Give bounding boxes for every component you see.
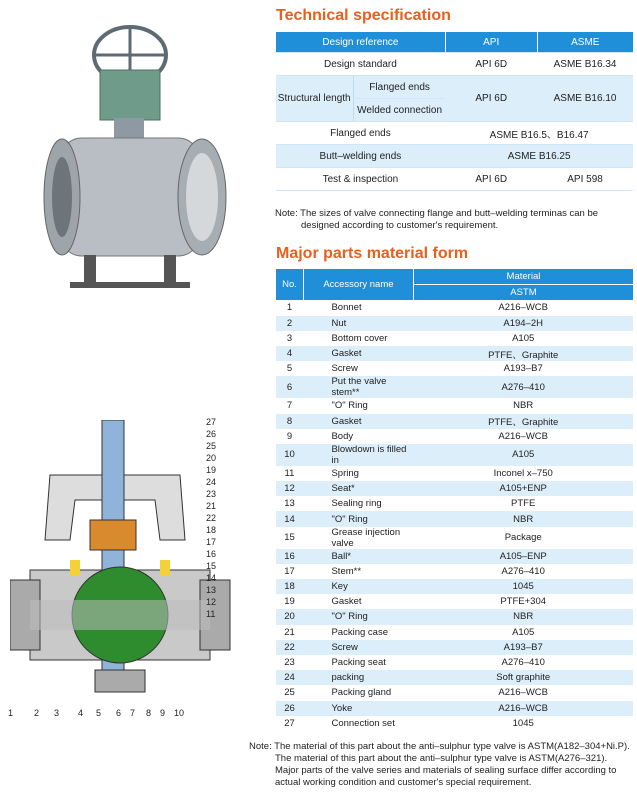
spec-header-api: API: [445, 32, 537, 53]
spec-structural-length-api: API 6D: [445, 76, 537, 122]
parts-row: [276, 466, 634, 481]
spec-table: [275, 32, 633, 191]
spec-test-label: Test & inspection: [276, 168, 446, 191]
parts-row-no: 9: [286, 430, 293, 442]
callout-label: 7: [130, 708, 136, 718]
parts-row-no: 5: [286, 363, 293, 375]
parts-row-name: Blowdown is filled in: [303, 444, 413, 466]
parts-row: [276, 444, 634, 466]
parts-row-material: A276–410: [501, 657, 545, 669]
callout-label: 27: [206, 417, 217, 427]
parts-row-no: 3: [286, 332, 293, 344]
callout-label: 16: [206, 549, 217, 559]
callout-label: 24: [206, 477, 217, 487]
parts-row-material: A105: [512, 626, 535, 638]
parts-row-material: 1045: [512, 717, 534, 729]
parts-row: [276, 670, 634, 685]
parts-row-no: 6: [276, 376, 304, 398]
parts-row-no: 19: [284, 596, 295, 608]
parts-row-no: 12: [276, 481, 304, 496]
parts-row-no: 17: [284, 565, 295, 577]
valve-photo: [30, 20, 240, 290]
parts-row-name: Gasket: [303, 414, 413, 429]
callout-label: 11: [206, 609, 216, 619]
spec-butt-welding-value: ASME B16.25: [445, 145, 633, 168]
callout-label: 2: [34, 708, 40, 718]
parts-row-name: Sealing ring: [331, 498, 382, 510]
parts-row-name: "O" Ring: [331, 400, 368, 412]
parts-row-name: "O" Ring: [303, 609, 413, 624]
callout-label: 10: [174, 708, 185, 718]
parts-row-material: PTFE、Graphite: [413, 414, 633, 429]
spec-flanged-ends-sub: Flanged ends: [353, 76, 445, 99]
parts-row-material: A216–WCB: [498, 687, 549, 699]
callout-label: 13: [206, 585, 217, 595]
parts-row-material: A216–WCB: [498, 302, 549, 314]
parts-row-no: 7: [286, 400, 293, 412]
parts-row-material: PTFE: [511, 498, 536, 510]
parts-row-no: 16: [276, 549, 304, 564]
spec-structural-length-label: Structural length: [276, 76, 354, 122]
parts-title: Major parts material form: [276, 245, 469, 262]
parts-row: [276, 685, 634, 700]
parts-note-line: The material of this part about the anti–sulphur type valve is ASTM(A276–321).: [275, 753, 608, 764]
parts-row: [276, 376, 634, 398]
parts-row-name: Grease injection valve: [331, 526, 401, 549]
callout-label: 3: [54, 708, 60, 718]
callout-label: 21: [206, 501, 217, 511]
parts-row-name: Packing seat: [331, 657, 386, 669]
parts-row: [276, 640, 634, 655]
parts-header-material: Material: [413, 269, 633, 285]
parts-row-name: Key: [303, 579, 413, 594]
spec-design-standard-label: Design standard: [276, 53, 446, 76]
callout-label: 17: [206, 537, 217, 547]
parts-row-name: Bonnet: [331, 302, 362, 314]
parts-row-material: A194–2H: [413, 316, 633, 331]
parts-row-no: 10: [276, 444, 304, 466]
parts-note-line: Major parts of the valve series and materials of sealing surface differ according to: [275, 765, 617, 776]
parts-row-material: NBR: [413, 609, 633, 624]
spec-header-reference: Design reference: [276, 32, 446, 53]
parts-row-name: Stem**: [331, 565, 362, 577]
spec-test-api: API 6D: [445, 168, 537, 191]
callout-label: 20: [206, 453, 217, 463]
parts-row-material: A105+ENP: [413, 481, 633, 496]
spec-note-line: designed according to customer's requirement.: [301, 220, 499, 231]
parts-row-material: A216–WCB: [413, 701, 633, 716]
parts-row-name: Packing case: [331, 626, 388, 638]
spec-note: [275, 208, 633, 232]
parts-row-name: Body: [331, 430, 354, 442]
parts-row-no: 1: [286, 302, 293, 314]
parts-row-material: A105: [512, 332, 535, 344]
parts-row: [276, 655, 634, 670]
callout-label: 18: [206, 525, 217, 535]
callout-label: 15: [206, 561, 217, 571]
parts-row: [276, 300, 634, 315]
parts-row-no: 27: [284, 717, 295, 729]
callout-label: 25: [206, 441, 217, 451]
parts-row: [276, 361, 634, 376]
parts-row-no: 18: [276, 579, 304, 594]
spec-title: Technical specification: [276, 7, 451, 24]
parts-row-name: Gasket: [303, 346, 413, 361]
spec-note-line: Note: The sizes of valve connecting flange and butt–welding terminas can be: [275, 208, 599, 219]
parts-row-material: 1045: [413, 579, 633, 594]
parts-row-no: 8: [276, 414, 304, 429]
callout-label: 12: [206, 597, 217, 607]
parts-row-no: 23: [284, 657, 295, 669]
parts-row: [276, 316, 634, 331]
parts-row-no: 26: [276, 701, 304, 716]
parts-row-material: A276–410: [413, 376, 633, 398]
spec-flanged-ends-label: Flanged ends: [276, 122, 446, 145]
parts-row-material: A276–410: [501, 565, 545, 577]
parts-row-name: Gasket: [331, 596, 362, 608]
parts-row: [276, 609, 634, 624]
parts-row-name: Screw: [331, 363, 358, 375]
callout-label: 19: [206, 465, 217, 475]
callout-label: 6: [116, 708, 122, 718]
parts-header-name: Accessory name: [303, 269, 413, 300]
parts-row-no: 15: [284, 532, 295, 544]
parts-row: [276, 701, 634, 716]
callout-label: 4: [78, 708, 84, 718]
parts-row: [276, 716, 634, 731]
callout-label: 8: [146, 708, 152, 718]
parts-row-name: Bottom cover: [331, 332, 388, 344]
parts-row-material: A216–WCB: [498, 430, 549, 442]
spec-welded-connection-sub: Welded connection: [353, 99, 445, 122]
callout-label: 9: [160, 708, 166, 718]
parts-row: [276, 579, 634, 594]
parts-note: [249, 741, 634, 789]
parts-row-name: Screw: [303, 640, 413, 655]
parts-row-name: "O" Ring: [303, 511, 413, 526]
parts-header-no: No.: [276, 269, 304, 300]
spec-test-asme: API 598: [537, 168, 633, 191]
parts-row-material: A105–ENP: [413, 549, 633, 564]
spec-flanged-ends-value: ASME B16.5、B16.47: [445, 122, 633, 145]
parts-row: [276, 511, 634, 526]
parts-row-material: Inconel x–750: [493, 467, 553, 479]
parts-row: [276, 346, 634, 361]
parts-row-material: PTFE+304: [500, 596, 547, 608]
parts-row-name: Ball*: [303, 549, 413, 564]
spec-butt-welding-label: Butt–welding ends: [276, 145, 446, 168]
parts-row-material: A105: [413, 444, 633, 466]
parts-row-no: 25: [284, 687, 295, 699]
parts-row-name: Seat*: [303, 481, 413, 496]
parts-row-name: Spring: [331, 467, 359, 479]
parts-row-no: 21: [284, 626, 295, 638]
parts-row-material: NBR: [513, 400, 534, 412]
parts-row: [276, 549, 634, 564]
parts-row: [276, 398, 634, 413]
spec-structural-length-asme: ASME B16.10: [537, 76, 633, 122]
parts-row-material: A193–B7: [413, 640, 633, 655]
parts-row: [276, 527, 634, 549]
parts-row-no: 14: [276, 511, 304, 526]
parts-row: [276, 594, 634, 609]
parts-note-line: Note: The material of this part about the anti–sulphur type valve is ASTM(A182–304+Ni.P).: [249, 741, 630, 752]
callout-label: 14: [206, 573, 217, 583]
spec-header-asme: ASME: [537, 32, 633, 53]
parts-row-name: packing: [303, 670, 413, 685]
parts-row-no: 4: [276, 346, 304, 361]
callout-label: 5: [96, 708, 102, 718]
parts-row-no: 11: [284, 467, 295, 479]
parts-row: [276, 429, 634, 444]
callout-label: 26: [206, 429, 217, 439]
spec-design-standard-asme: ASME B16.34: [537, 53, 633, 76]
parts-row-material: NBR: [413, 511, 633, 526]
parts-row-material: Soft graphite: [413, 670, 633, 685]
parts-header-astm: ASTM: [413, 285, 633, 301]
parts-row: [276, 496, 634, 511]
callout-label: 1: [8, 708, 14, 718]
parts-row: [276, 331, 634, 346]
parts-row-material: A193–B7: [503, 363, 543, 375]
parts-row-name: Yoke: [303, 701, 413, 716]
parts-row-name: Connection set: [331, 717, 395, 729]
parts-row-no: 13: [284, 498, 295, 510]
parts-row-material: Package: [504, 532, 542, 544]
parts-row: [276, 625, 634, 640]
spec-design-standard-api: API 6D: [445, 53, 537, 76]
parts-row-name: Put the valve stem**: [303, 376, 413, 398]
callout-label: 22: [206, 513, 217, 523]
parts-note-line: actual working condition and customer's special requirement.: [275, 777, 532, 788]
parts-row-name: Nut: [303, 316, 413, 331]
parts-row-no: 24: [276, 670, 304, 685]
parts-row-no: 22: [276, 640, 304, 655]
parts-table: [275, 269, 633, 731]
parts-row: [276, 414, 634, 429]
parts-row-name: Packing gland: [331, 687, 392, 699]
parts-row-no: 20: [276, 609, 304, 624]
parts-row-no: 2: [276, 316, 304, 331]
parts-row-material: PTFE、Graphite: [413, 346, 633, 361]
parts-row: [276, 564, 634, 579]
parts-row: [276, 481, 634, 496]
callout-label: 23: [206, 489, 217, 499]
